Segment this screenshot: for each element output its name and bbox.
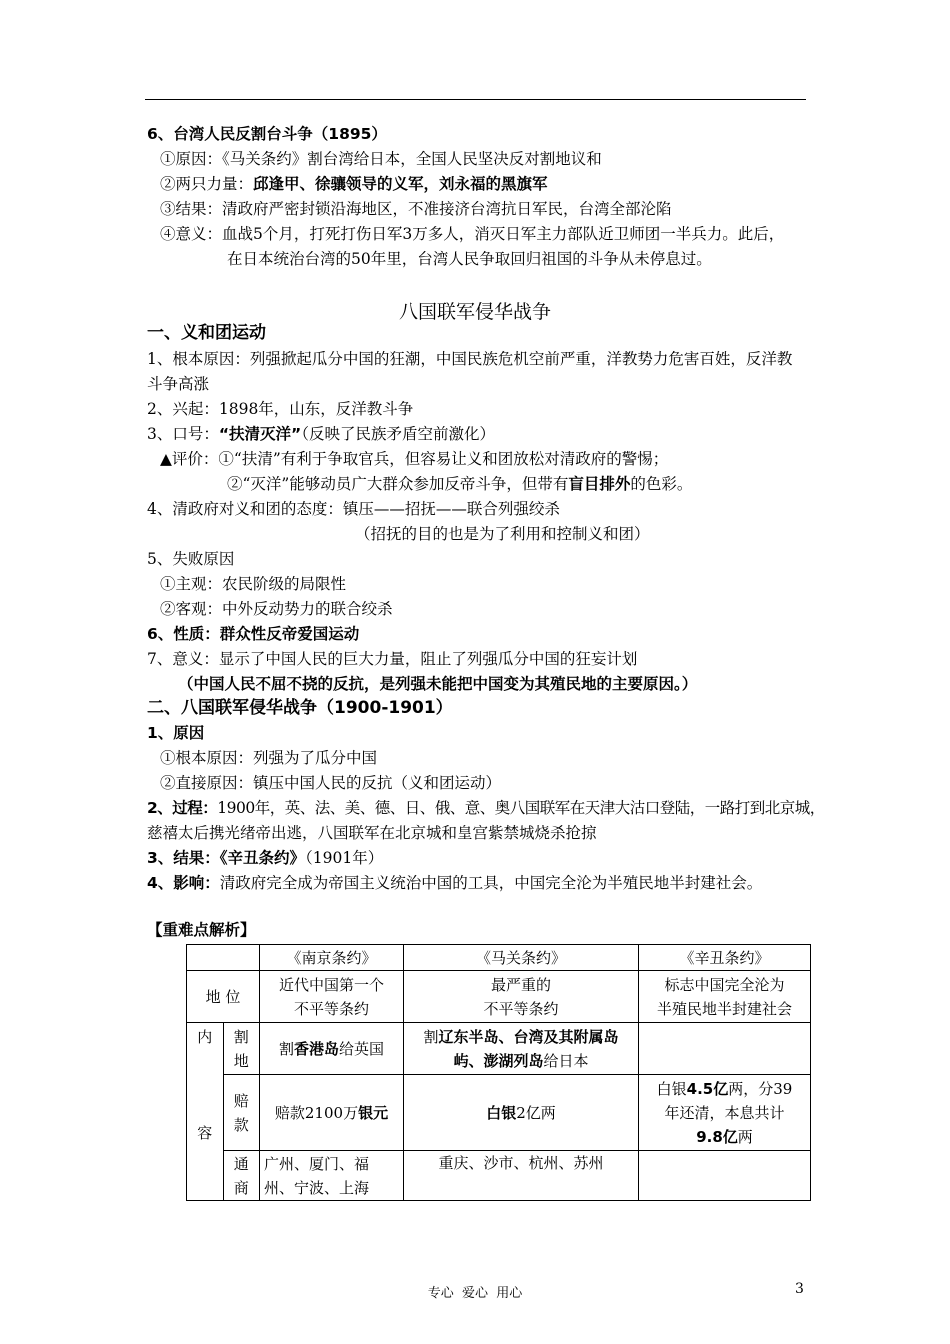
text-line: 1、原因 <box>147 724 205 742</box>
treaty-comparison-table <box>186 944 811 1201</box>
page-title: 八国联军侵华战争 <box>398 301 551 323</box>
table-header: 《辛丑条约》 <box>639 945 811 971</box>
text-line: ②客观：中外反动势力的联合绞杀 <box>160 600 393 618</box>
table-cell <box>639 1023 811 1075</box>
table-cell: 最严重的 不平等条约 <box>404 971 639 1023</box>
row-label: 通 商 <box>223 1151 260 1201</box>
text-line: 5、失败原因 <box>147 550 235 568</box>
table-cell: 赔款2100万银元 <box>260 1075 404 1151</box>
table-cell: 割香港岛给英国 <box>260 1023 404 1075</box>
text-line: 4、影响：清政府完全成为帝国主义统治中国的工具，中国完全沦为半殖民地半封建社会。 <box>147 874 763 892</box>
text-line: 3、结果：《辛丑条约》（1901年） <box>147 849 384 867</box>
table-cell: 近代中国第一个 不平等条约 <box>260 971 404 1023</box>
table-cell <box>639 1151 811 1201</box>
text-line: （招抚的目的也是为了利用和控制义和团） <box>355 525 650 543</box>
text-line: 1、根本原因：列强掀起瓜分中国的狂潮，中国民族危机空前严重，洋教势力危害百姓，反洋教 <box>147 350 793 368</box>
text-line: 慈禧太后携光绪帝出逃，八国联军在北京城和皇宫紫禁城烧杀抢掠 <box>147 824 597 842</box>
part-heading: 一、义和团运动 <box>147 323 266 343</box>
row-label: 赔 款 <box>223 1075 260 1151</box>
text-line: 2、兴起：1898年，山东，反洋教斗争 <box>147 400 414 418</box>
table-cell: 白银4.5亿两，分39 年还清，本息共计 9.8亿两 <box>639 1075 811 1151</box>
text-line: ②“灭洋”能够动员广大群众参加反帝斗争，但带有盲目排外的色彩。 <box>227 475 693 493</box>
text-line: 4、清政府对义和团的态度：镇压——招抚——联合列强绞杀 <box>147 500 560 518</box>
table-corner <box>187 945 260 971</box>
text-line: ②两只力量：邱逢甲、徐骧领导的义军，刘永福的黑旗军 <box>160 175 548 193</box>
page-footer: 专心 爱心 用心 <box>427 1286 523 1301</box>
row-group-label: 内 容 <box>187 1023 224 1201</box>
text-line: ①根本原因：列强为了瓜分中国 <box>160 749 378 767</box>
table-cell: 白银2亿两 <box>404 1075 639 1151</box>
text-line: 6、性质：群众性反帝爱国运动 <box>147 625 360 643</box>
analysis-heading: 【重难点解析】 <box>147 921 256 939</box>
text-line: 7、意义：显示了中国人民的巨大力量，阻止了列强瓜分中国的狂妄计划 <box>147 650 638 668</box>
table-cell: 割辽东半岛、台湾及其附属岛 屿、澎湖列岛给日本 <box>404 1023 639 1075</box>
page-number: 3 <box>795 1281 804 1297</box>
row-label: 割 地 <box>223 1023 260 1075</box>
text-line: 2、过程：1900年，英、法、美、德、日、俄、意、奥八国联军在天津大沽口登陆，一路打到北京城， <box>147 799 825 817</box>
table-cell: 重庆、沙市、杭州、苏州 <box>404 1151 639 1201</box>
text-line: ④意义：血战5个月，打死打伤日军3万多人，消灭日军主力部队近卫师团一半兵力。此后， <box>160 225 785 243</box>
text-line: 斗争高涨 <box>147 375 210 393</box>
header-rule <box>145 99 806 100</box>
text-line: ▲评价：①“扶清”有利于争取官兵，但容易让义和团放松对清政府的警惕； <box>160 450 669 468</box>
text-line: （中国人民不屈不挠的反抗，是列强未能把中国变为其殖民地的主要原因。） <box>178 675 698 693</box>
table-header: 《马关条约》 <box>404 945 639 971</box>
text-line: ③结果：清政府严密封锁沿海地区，不准接济台湾抗日军民，台湾全部沦陷 <box>160 200 672 218</box>
part-heading: 二、八国联军侵华战争（1900-1901） <box>147 698 453 718</box>
row-label: 地 位 <box>187 971 260 1023</box>
text-line: ①原因：《马关条约》割台湾给日本，全国人民坚决反对割地议和 <box>160 150 602 168</box>
text-line: ①主观：农民阶级的局限性 <box>160 575 347 593</box>
table-header: 《南京条约》 <box>260 945 404 971</box>
text-line: 在日本统治台湾的50年里，台湾人民争取回归祖国的斗争从未停息过。 <box>227 250 712 268</box>
text-line: 3、口号：“扶清灭洋”（反映了民族矛盾空前激化） <box>147 425 496 443</box>
section-heading: 6、台湾人民反割台斗争（1895） <box>147 125 387 143</box>
text-line: ②直接原因：镇压中国人民的反抗（义和团运动） <box>160 774 502 792</box>
table-cell: 标志中国完全沦为 半殖民地半封建社会 <box>639 971 811 1023</box>
table-cell: 广州、厦门、福 州、宁波、上海 <box>260 1151 404 1201</box>
